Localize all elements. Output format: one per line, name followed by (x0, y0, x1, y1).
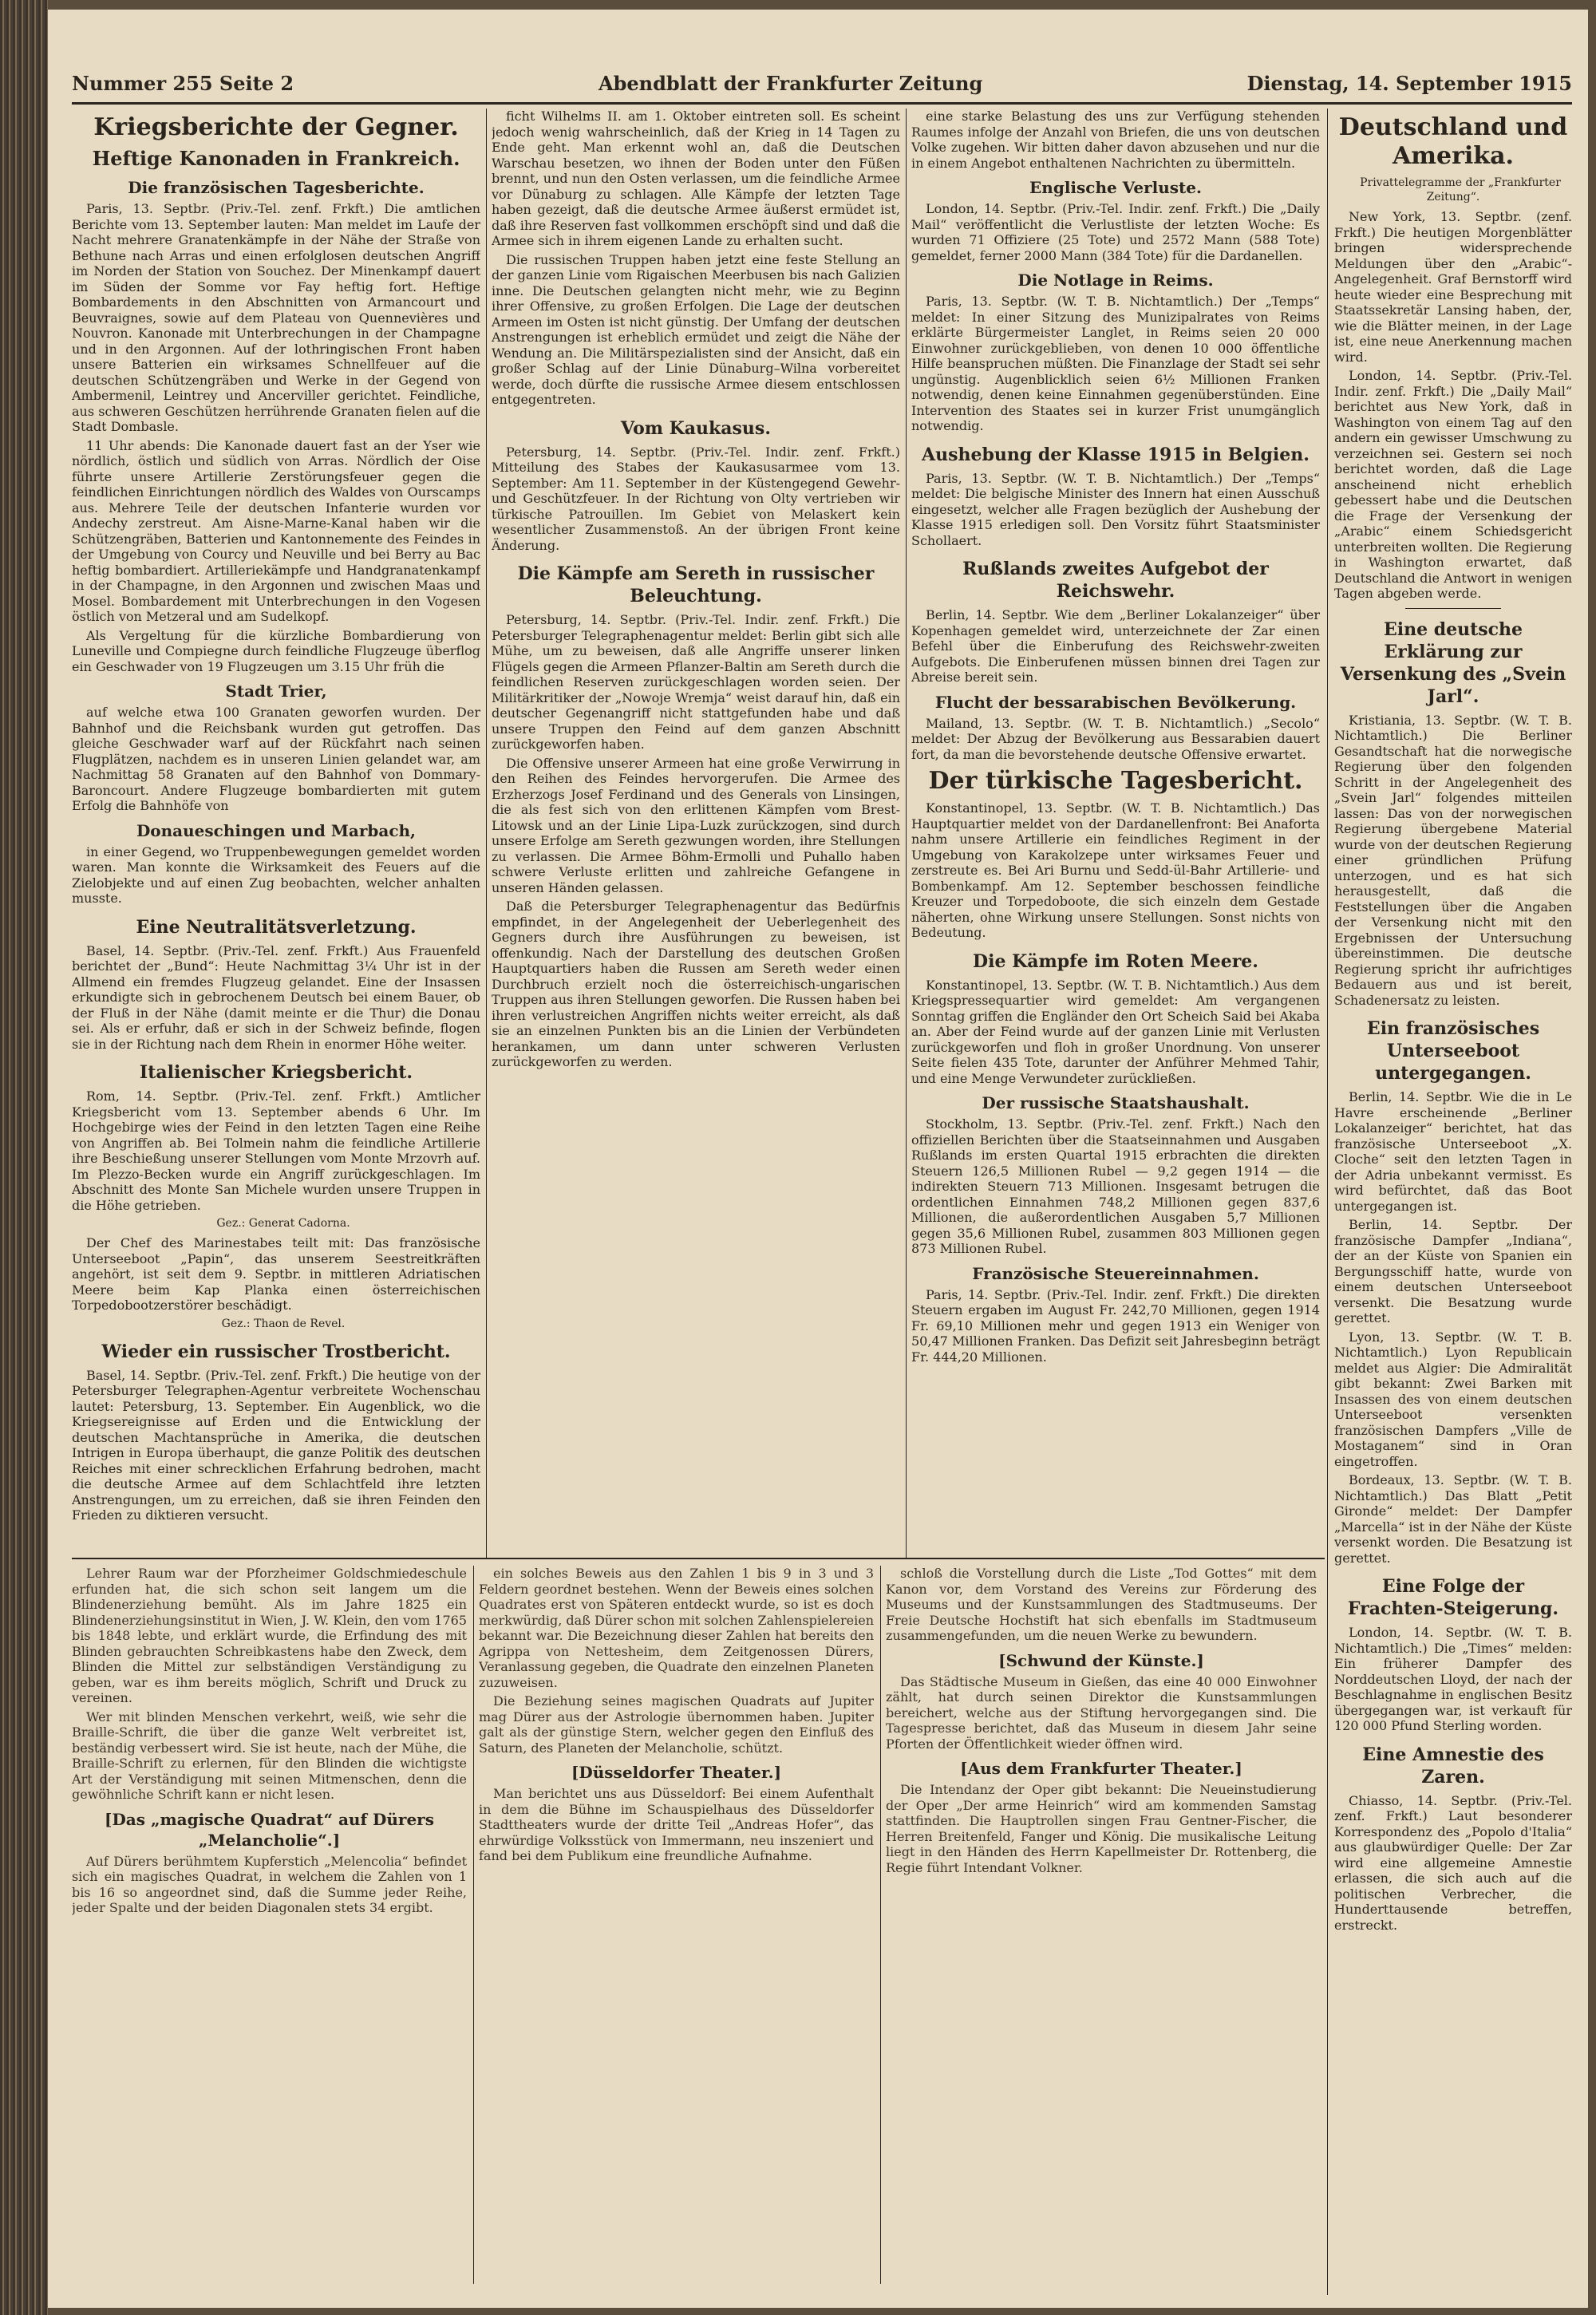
book-spine (0, 0, 48, 2315)
article-paragraph: Daß die Petersburger Telegraphenagentur das Bedürfnis empfindet, in der Angelegenheit der Ueberlegenheit des Gegners durch ihre Ausführungen zu beweisen, ist offenkundig. Nach der Darstellung des deutschen Großen Hauptquartiers haben die Russen am Sereth weder einen Durchbruch erzielt noch die österreichisch-ungarischen Truppen aus ihren Stellungen geworfen. Die Russen haben bei ihren verlustreichen Angriffen nichts weiter erreicht, als daß sie an einzelnen Punkten bis an die Linien der Verbündeten herankamen, um dann unter schweren Verlusten zurückgeworfen zu werden. (492, 899, 900, 1069)
section-heading: Eine deutsche Erklärung zur Versenkung des „Svein Jarl“. (1340, 618, 1566, 707)
headline-deutschland-amerika: Deutschland und Amerika. (1338, 113, 1568, 170)
article-paragraph: Stockholm, 13. Septbr. (Priv.-Tel. zenf. Frkft.) Nach den offiziellen Berichten über die Staatseinnahmen und Ausgaben Rußlands im ersten Quartal 1915 erbrachten die direkten Steuern 126,5 Millionen Rubel — 9,2 gegen 1914 — die indirekten Steuern 713 Millionen. Insgesamt betrugen die ordentlichen Einnahmen 748,2 Millionen gegen 837,6 Millionen, die außerordentlichen Ausgaben 5,7 Millionen gegen 35,6 Millionen Rubel, zusammen 803 Millionen gegen 873 Millionen Rubel. (911, 1116, 1320, 1256)
newspaper-page (48, 10, 1588, 2308)
article-paragraph: 11 Uhr abends: Die Kanonade dauert fast an der Yser wie nördlich, östlich und südlich von Arras. Nördlich der Oise führte unsere Artillerie Zerstörungsfeuer gegen die feindlichen Einrichtungen nördlich des Waldes von Ourscamps aus. Mehrere Teile der deutschen Infanterie wurden vor Andechy zerstreut. Am Aisne-Marne-Kanal haben wir die Schützengräben, Batterien und Kantonnemente des Feindes in der Umgebung von Courcy und Neuville und bei Berry au Bac heftig bombardiert. Artilleriekämpfe und Handgranatenkampf in der Champagne, in den Argonnen und zwischen Maas und Mosel. Bombardement mit Unterbrechungen in den Vogesen östlich von Metzeral und am Sudelkopf. (72, 437, 480, 624)
section-heading: [Düsseldorfer Theater.] (571, 1763, 782, 1782)
signature: Gez.: Generat Cadorna. (216, 1217, 350, 1230)
masthead (72, 72, 1572, 105)
article-paragraph: Petersburg, 14. Septbr. (Priv.-Tel. Indir. zenf. Frkft.) Mitteilung des Stabes der Kaukasusarmee vom 13. September: Am 11. September in der Küstengegend Gewehr- und Geschützfeuer. In der Richtung von Olty vertrieben wir türkische Patrouillen. Im Gebiet von Melaskert kein wesentlicher Zusammenstoß. An der übrigen Front keine Änderung. (492, 444, 900, 553)
article-paragraph: Paris, 13. Septbr. (Priv.-Tel. zenf. Frkft.) Die amtlichen Berichte vom 13. September lauten: Man meldet im Laufe der Nacht mehrere Granatenkämpfe in der Nähe der Straße von Bethune nach Arras und einen erfolglosen deutschen Angriff im Norden der Station von Souchez. Der Minenkampf dauert im Süden der Somme vor Fay heftig fort. Heftige Bombardements in den Abschnitten von Armancourt und Beuvraignes, sowie auf dem Plateau von Quennevières und Nouvron. Kanonade mit Unterbrechungen in der Champagne und in den Argonnen. Auf der lothringischen Front haben unsere Batterien ein wirksames Schnellfeuer auf die deutschen Schützengräben und Werke in der Gegend von Ambermenil, Leintrey und Ancerviller gerichtet. Feindliche, aus schweren Geschützen herrührende Granaten fielen auf die Stadt Dombasle. (72, 201, 480, 434)
article-paragraph: Das Städtische Museum in Gießen, das eine 40 000 Einwohner zählt, hat durch seinen Direktor die Kunstsammlungen bereichert, welche aus der Stiftung hervorgegangen sind. Die Tagespresse berichtet, daß das Museum in diesem Jahr seine Pforten der Öffentlichkeit wieder öffnen wird. (886, 1673, 1317, 1752)
feuilleton-rule (72, 1558, 1325, 1559)
section-heading: Eine Amnestie des Zaren. (1362, 1744, 1544, 1788)
column-rule (1327, 109, 1328, 2295)
article-paragraph: Rom, 14. Septbr. (Priv.-Tel. zenf. Frkft.) Amtlicher Kriegsbericht vom 13. September abends 6 Uhr. Im Hochgebirge wies der Feind in den letzten Tagen eine Reihe von Angriffen ab. Bei Tolmein nahm die feindliche Artillerie ihre Beschießung unserer Stellungen vom Monte Mrzovrh auf. Im Plezzo-Becken wurde ein Angriff zurückgeschlagen. Im Abschnitt des Monte San Michele wurden unsere Truppen in die Höhe getrieben. (72, 1088, 480, 1213)
article-paragraph: Auf Dürers berühmtem Kupferstich „Melencolia“ befindet sich ein magisches Quadrat, in welchem die Zahlen von 1 bis 16 so angeordnet sind, daß die Summe jeder Reihe, jeder Spalte und der beiden Diagonalen stets 34 ergibt. (72, 1853, 467, 1915)
section-heading: Aushebung der Klasse 1915 in Belgien. (922, 444, 1310, 465)
masthead-date: Dienstag, 14. September 1915 (1246, 72, 1572, 95)
article-paragraph: schloß die Vorstellung durch die Liste „Tod Gottes“ mit dem Kanon vor, dem Vorstand des Vereins zur Förderung des Museums und der Kunstsammlungen des Stadtmuseums. Der Freie Deutsche Hochstift hat sich ebenfalls im Stadtmuseum zusammengefunden, um die neuen Werke zu bewundern. (886, 1566, 1317, 1643)
article-paragraph: eine starke Belastung des uns zur Verfügung stehenden Raumes infolge der Anzahl von Briefen, die uns von deutschen Volke zugehen. Wir bitten daher davon abzusehen und nur die in einem Angebot enthaltenen Nachrichten zu übermitteln. (911, 109, 1320, 171)
article-paragraph: Paris, 13. Septbr. (W. T. B. Nichtamtlich.) Der „Temps“ meldet: Die belgische Minister des Innern hat einen Ausschuß eingesetzt, welcher alle Fragen bezüglich der Aushebung der Klasse 1915 erledigen soll. Den Vorsitz führt Staatsminister Schollaert. (911, 470, 1320, 548)
column-rule (880, 1566, 881, 2284)
signature: Gez.: Thaon de Revel. (221, 1317, 346, 1330)
article-paragraph: Berlin, 14. Septbr. Wie dem „Berliner Lokalanzeiger“ über Kopenhagen gemeldet wird, unterzeichnete der Zar einen Befehl über die Einberufung des Reichswehr-zweiten Aufgebots. Die Einberufenen müssen binnen drei Tagen zur Abreise bereit sein. (911, 607, 1320, 685)
article-paragraph: Als Vergeltung für die kürzliche Bombardierung von Luneville und Compiegne durch feindliche Flugzeuge überflog ein Geschwader von 19 Flugzeugen um 3.15 Uhr früh die (72, 627, 480, 674)
section-heading: Die Kämpfe im Roten Meere. (973, 950, 1258, 972)
article-paragraph: Die russischen Truppen haben jetzt eine feste Stellung an der ganzen Linie vom Rigaischen Meerbusen bis nach Galizien inne. Die Deutschen gelangten nicht mehr, wie zu Beginn ihrer Offensive, zu großen Erfolgen. Die Lage der deutschen Armeen im Osten ist nicht günstig. Der Umfang der deutschen Anstrengungen ist erheblich ermüdet und zeigt die Nähe der Wendung an. Die Militärspezialisten sind der Ansicht, daß ein großer Schlag auf der Linie Dünaburg–Wilna vorbereitet werde, doch dürfte die russische Armee diesem entschlossen entgegentreten. (492, 251, 900, 407)
section-heading: Die französischen Tagesberichte. (128, 178, 425, 197)
article-paragraph: Wer mit blinden Menschen verkehrt, weiß, wie sehr die Braille-Schrift, die über die ganze Welt verbreitet ist, beständig verbessert wird. Sie ist heute, nach der Mühe, die Braille-Schrift zu erlernen, für den Blinden die wichtigste Art der Verständigung mit seinen Mitmenschen, denn die gewöhnliche Schrift kann er nicht lesen. (72, 1709, 467, 1802)
masthead-page-number: Nummer 255 Seite 2 (72, 72, 294, 95)
section-heading: Die Notlage in Reims. (1017, 271, 1214, 290)
section-heading: [Das „magische Quadrat“ auf Dürers „Melancholie“.] (105, 1809, 434, 1850)
section-heading: Eine Neutralitätsverletzung. (136, 916, 417, 938)
article-paragraph: Die Intendanz der Oper gibt bekannt: Die Neueinstudierung der Oper „Der arme Heinrich“ wird am kommenden Samstag stattfinden. Die Hauptrollen singen Frau Gentner-Fischer, die Herren Breitenfeld, Fanger und König. Die musikalische Leitung liegt in den Händen des Herrn Kapellmeister Dr. Rottenberg, die Regie führt Intendant Volkner. (886, 1782, 1317, 1875)
section-heading: Eine Folge der Frachten-Steigerung. (1347, 1576, 1559, 1619)
column-2 (492, 109, 900, 1553)
feuilleton-column-3 (886, 1566, 1317, 2284)
section-heading: Der russische Staatshaushalt. (982, 1093, 1250, 1112)
article-paragraph: Berlin, 14. Septbr. Wie die in Le Havre erscheinende „Berliner Lokalanzeiger“ berichtet, hat das französische Unterseeboot „X. Cloche“ seit den letzten Tagen in der Adria unbekannt vermisst. Es wird befürchtet, daß das Boot untergegangen ist. (1334, 1089, 1572, 1214)
article-paragraph: ficht Wilhelms II. am 1. Oktober eintreten soll. Es scheint jedoch wenig wahrscheinlich, daß der Krieg in 14 Tagen zu Ende geht. Man erkennt wohl an, daß die Deutschen Warschau besetzen, wo ihnen der Boden unter den Füßen brennt, und nun den Osten verlassen, um die feindliche Armee vor Dünaburg zu schlagen. Alle Kämpfe der letzten Tage haben gezeigt, daß die deutsche Armee äußerst ermüdet ist, daß ihre Reserven fast vollkommen erschöpft sind und daß die Armee sich in ihrem eigenen Lande zu erhalten sucht. (492, 109, 900, 248)
article-paragraph: Lehrer Raum war der Pforzheimer Goldschmiedeschule erfunden hat, die sich schon seit langem um die Blindenerziehung bemüht. Als im Jahre 1825 ein Blindenerziehungsinstitut in Wien, J. W. Klein, den vom 1765 bis 1848 lebte, und erklärt wurde, die Erfindung des mit Blinden gebrauchten Schreibkastens habe den Zweck, dem Blinden die Mittel zur selbständigen Verständigung zu geben, war es ihm bereits möglich, Schrift und Druck zu vereinen. (72, 1566, 467, 1705)
feuilleton-column-1 (72, 1566, 467, 2284)
column-rule (486, 109, 487, 1558)
article-paragraph: Basel, 14. Septbr. (Priv.-Tel. zenf. Frkft.) Die heutige von der Petersburger Telegraphen-Agentur verbreitete Wochenschau lautet: Petersburg, 13. September. Ein Augenblick, wo die Kriegsereignisse auf Erden und die Entwicklung der deutschen Machtansprüche in Amerika, die deutschen Intrigen in Europa überhaupt, die ganze Politik des deutschen Reiches mit einer schrecklichen Erfahrung bedrohen, macht die deutsche Armee auf dem Schlachtfeld ihre letzten Anstrengungen, um zu erreichen, daß sie ihren Feinden den Frieden zu diktieren versucht. (72, 1367, 480, 1523)
article-paragraph: Konstantinopel, 13. Septbr. (W. T. B. Nichtamtlich.) Das Hauptquartier meldet von der Dardanellenfront: Bei Anaforta nahm unsere Artillerie ein feindliches Regiment in der Umgebung von Karakolzepe unter wirksames Feuer und zerstreute es. Bei Ari Burnu und Sedd-ül-Bahr Artillerie- und Bombenkampf. Am 12. September beschossen feindliche Kreuzer und Torpedoboote, die sich einzeln dem Gestade näherten, ohne Wirkung unsere Stellungen. Sonst nichts von Bedeutung. (911, 800, 1320, 940)
feuilleton-column-2 (479, 1566, 874, 2284)
section-heading: Flucht der bessarabischen Bevölkerung. (934, 692, 1297, 712)
article-paragraph: auf welche etwa 100 Granaten geworfen wurden. Der Bahnhof und die Reichsbank wurden gut getroffen. Das gleiche Geschwader warf auf der Rückfahrt nach seinen Flugplätzen, nachdem es in unseren Linien gelandet war, am Nachmittag 58 Granaten auf den Bahnhof von Dommary-Baroncourt. Andere Flugzeuge bombardierten mit gutem Erfolg die Bahnhöfe von (72, 705, 480, 813)
article-paragraph: Man berichtet uns aus Düsseldorf: Bei einem Aufenthalt in dem die Bühne im Schauspielhaus des Düsseldorfer Stadttheaters wurde der dritte Teil „Andreas Hofer“, das ehrwürdige Volksstück von Immermann, neu inszeniert und fand bei dem Publikum eine freundliche Aufnahme. (479, 1786, 874, 1863)
section-heading: Wieder ein russischer Trostbericht. (101, 1341, 451, 1362)
article-paragraph: Konstantinopel, 13. Septbr. (W. T. B. Nichtamtlich.) Aus dem Kriegspressequartier wird gemeldet: Am vergangenen Sonntag griffen die Engländer den Ort Scheich Said bei Akaba an. Aber der Feind wurde auf der ganzen Linie mit Verlusten zurückgeworfen und floh in großer Unordnung. Von unserer Seite fielen 435 Tote, darunter der Anführer Mehmed Tahir, und eine Menge Verwundeter zurückließen. (911, 977, 1320, 1086)
article-paragraph: in einer Gegend, wo Truppenbewegungen gemeldet worden waren. Man konnte die Wirksamkeit des Feuers auf die Zielobjekte und auf einen Zug beobachten, welcher anhalten musste. (72, 843, 480, 906)
article-paragraph: Der Chef des Marinestabes teilt mit: Das französische Unterseeboot „Papin“, das unserem Seestreitkräften angehört, ist seit dem 9. Septbr. in mittleren Adriatischen Meere beim Kap Planka einen österreichischen Torpedobootzerstörer beschädigt. (72, 1235, 480, 1313)
section-heading: Italienischer Kriegsbericht. (139, 1062, 413, 1083)
article-paragraph: London, 14. Septbr. (Priv.-Tel. Indir. zenf. Frkft.) Die „Daily Mail“ veröffentlicht die Verlustliste der letzten Woche: Es wurden 71 Offiziere (25 Tote) und 2572 Mann (588 Tote) gemeldet, ferner 2000 Mann (384 Tote) für die Dardanellen. (911, 201, 1320, 263)
article-paragraph: Mailand, 13. Septbr. (W. T. B. Nichtamtlich.) „Secolo“ meldet: Der Abzug der Bevölkerung aus Bessarabien dauert fort, da man die bevorstehende deutsche Offensive erwartet. (911, 715, 1320, 762)
article-paragraph: Bordeaux, 13. Septbr. (W. T. B. Nichtamtlich.) Das Blatt „Petit Gironde“ meldet: Der Dampfer „Marcella“ ist in der Nähe der Küste versenkt worden. Die Besatzung ist gerettet. (1334, 1472, 1572, 1566)
section-heading-large: Der türkische Tagesbericht. (928, 767, 1303, 795)
byline: Privattelegramme der „Frankfurter Zeitung“. (1360, 176, 1561, 203)
article-paragraph: Petersburg, 14. Septbr. (Priv.-Tel. Indir. zenf. Frkft.) Die Petersburger Telegraphenagentur meldet: Berlin gibt sich alle Mühe, um zu beweisen, daß alle Angriffe unserer linken Flügels gegen die Armeen Pflanzer-Baltin am Sereth durch die feindlichen Reserven zurückgeschlagen worden seien. Der Militärkritiker der „Nowoje Wremja“ weist darauf hin, daß ein deutscher Gegenangriff nicht stattgefunden habe und daß unsere Truppen den Feind auf dem ganzen Abschnitt zurückgeworfen haben. (492, 612, 900, 752)
headline-kriegsberichte: Kriegsberichte der Gegner. (93, 113, 459, 141)
section-heading: [Schwund der Künste.] (998, 1650, 1204, 1670)
article-paragraph: Chiasso, 14. Septbr. (Priv.-Tel. zenf. Frkft.) Laut besonderer Korrespondenz des „Popolo d'Italia“ aus glaubwürdiger Quelle: Der Zar wird eine allgemeine Amnestie erlassen, die sich auch auf die politischen Verbrecher, die Hunderttausende betreffen, erstreckt. (1334, 1792, 1572, 1933)
column-3 (911, 109, 1320, 1553)
article-paragraph: ein solches Beweis aus den Zahlen 1 bis 9 in 3 und 3 Feldern geordnet bestehen. Wenn der Beweis eines solchen Quadrates erst von Späteren entdeckt wurde, so ist es doch merkwürdig, daß Dürer schon mit solchen Zahlenspielereien bekannt war. Die Bezeichnung dieser Zahlen hat bereits den Agrippa von Nettesheim, dem Zeitgenossen Dürers, Veranlassung gegeben, die Quadrate den einzelnen Planeten zuzuweisen. (479, 1566, 874, 1690)
masthead-newspaper-title: Abendblatt der Frankfurter Zeitung (598, 72, 983, 95)
article-paragraph: Die Offensive unserer Armeen hat eine große Verwirrung in den Reihen des Feindes hervorgerufen. Die Armee des Erzherzogs Josef Ferdinand und des Generals von Linsingen, die als fest sich von den erlittenen Kämpfen vom Brest-Litowsk und an der Linie Lipa-Luzk zurückzogen, sind durch unsere Erfolge am Sereth gezwungen worden, ihre Stellungen zu verlassen. Die Armee Böhm-Ermolli und Puhallo haben schwere Verluste erlitten und zahlreiche Gefangene in unseren Händen gelassen. (492, 755, 900, 895)
section-heading: Vom Kaukasus. (621, 417, 771, 439)
column-rule (473, 1566, 474, 2284)
article-paragraph: Lyon, 13. Septbr. (W. T. B. Nichtamtlich.) Lyon Republicain meldet aus Algier: Die Admiralität gibt bekannt: Zwei Barken mit Insassen des von einem deutschen Unterseeboot versenkten französischen Dampfers „Ville de Mostaganem“ sind in Oran eingetroffen. (1334, 1329, 1572, 1469)
article-paragraph: Berlin, 14. Septbr. Der französische Dampfer „Indiana“, der an der Küste von Spanien ein Bergungsschiff hatte, wurde von einem deutschen Unterseeboot versenkt. Die Besatzung wurde gerettet. (1334, 1217, 1572, 1325)
article-paragraph: Die Beziehung seines magischen Quadrats auf Jupiter mag Dürer aus der Astrologie übernommen haben. Jupiter galt als der günstige Stern, welcher gegen den Einfluß des Saturn, des Planeten der Melancholie, schützt. (479, 1693, 874, 1756)
article-paragraph: Basel, 14. Septbr. (Priv.-Tel. zenf. Frkft.) Aus Frauenfeld berichtet der „Bund“: Heute Nachmittag 3¼ Uhr ist in der Allmend ein fremdes Flugzeug gelandet. Eine der Insassen erkundigte sich in gebrochenem Deutsch bei einem Bauer, ob der Fluß in der Nähe (damit meinte er die Thur) die Donau sei. Als er erfuhr, daß er sich in der Schweiz befinde, flogen sie in der Richtung nach dem Rhein in enormer Höhe weiter. (72, 942, 480, 1052)
article-paragraph: New York, 13. Septbr. (zenf. Frkft.) Die heutigen Morgenblätter bringen widersprechende Meldungen über den „Arabic“-Angelegenheit. Graf Bernstorff wird heute wieder eine Besprechung mit Staatssekretär Lansing haben, der, wie die Blätter meinen, in der Lage ist, eine neue Anerkennung machen wird. (1334, 209, 1572, 365)
section-heading: Ein französisches Unterseeboot untergegangen. (1366, 1018, 1540, 1084)
column-rule (906, 109, 907, 1558)
subheadline-kanonaden: Heftige Kanonaden in Frankreich. (92, 147, 460, 170)
section-heading: Englische Verluste. (1029, 178, 1202, 197)
section-heading: Stadt Trier, (225, 681, 327, 701)
article-paragraph: London, 14. Septbr. (W. T. B. Nichtamtlich.) Die „Times“ melden: Ein früherer Dampfer des Norddeutschen Lloyd, der nach der Beschlagnahme in englischen Besitz übergegangen war, ist verkauft für 120 000 Pfund Sterling worden. (1334, 1625, 1572, 1733)
article-paragraph: Kristiania, 13. Septbr. (W. T. B. Nichtamtlich.) Die Berliner Gesandtschaft hat die norwegische Regierung über den folgenden Schritt in der Angelegenheit des „Svein Jarl“ folgendes mitteilen lassen: Das von der norwegischen Regierung übergebene Material wurde von der deutschen Regierung einer gründlichen Prüfung unterzogen, und es hat sich herausgestellt, daß die Feststellungen über die Angaben der Versenkung nicht mit den Ergebnissen der Untersuchung übereinstimmen. Die deutsche Regierung spricht ihr aufrichtiges Bedauern aus und ist bereit, Schadenersatz zu leisten. (1334, 712, 1572, 1008)
column-1 (72, 109, 480, 1553)
column-4 (1334, 109, 1572, 2295)
section-heading: Rußlands zweites Aufgebot der Reichswehr. (962, 559, 1269, 602)
divider (1405, 608, 1501, 609)
article-paragraph: Paris, 13. Septbr. (W. T. B. Nichtamtlich.) Der „Temps“ meldet: In einer Sitzung des Munizipalrates von Reims erklärte Bürgermeister Langlet, in Reims seien 20 000 Einwohner zurückgeblieben, von denen 10 000 öffentliche Hilfe beanspruchen müßten. Die Finanzlage der Stadt sei sehr ungünstig. Augenblicklich seien 6½ Millionen Franken notwendig, denen keine Einnahmen gegenüberstünden. Eine Intervention des Staates sei in kurzer Frist unumgänglich notwendig. (911, 294, 1320, 433)
article-paragraph: London, 14. Septbr. (Priv.-Tel. Indir. zenf. Frkft.) Die „Daily Mail“ berichtet aus New York, daß in Washington von einem Tag auf den andern ein gewisser Umschwung zu verzeichnen sei. Gestern sei noch berichtet worden, daß die Lage anscheinend nicht erheblich gebessert habe und die Deutschen die Frage der Versenkung der „Arabic“ einem Schiedsgericht unterbreiten wollten. Die Regierung in Washington erwartet, daß Deutschland die Antwort in wenigen Tagen abgeben werde. (1334, 368, 1572, 601)
section-heading: Donaueschingen und Marbach, (136, 820, 417, 840)
section-heading: [Aus dem Frankfurter Theater.] (960, 1759, 1242, 1778)
article-paragraph: Paris, 14. Septbr. (Priv.-Tel. Indir. zenf. Frkft.) Die direkten Steuern ergaben im August Fr. 242,70 Millionen, gegen 1914 Fr. 69,10 Millionen mehr und gegen 1913 ein Weniger von 50,47 Millionen Franken. Das Defizit seit Jahresbeginn beträgt Fr. 444,20 Millionen. (911, 1286, 1320, 1365)
section-heading: Die Kämpfe am Sereth in russischer Beleuchtung. (517, 563, 875, 606)
section-heading: Französische Steuereinnahmen. (972, 1263, 1259, 1283)
